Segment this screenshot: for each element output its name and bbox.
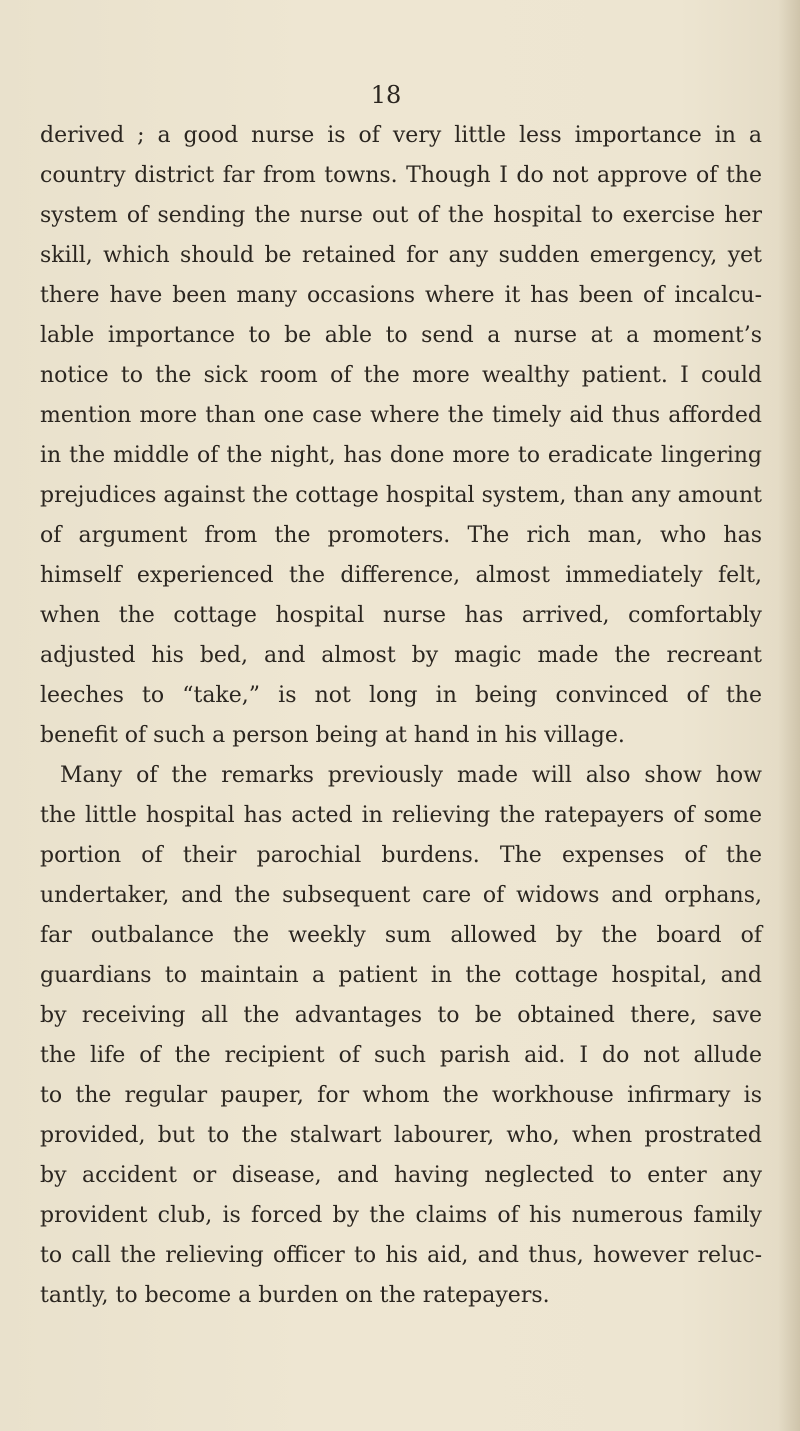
page-number: 18	[370, 81, 402, 109]
text-line: Many of the remarks previously made will also show how	[60, 763, 762, 788]
text-line: adjusted his bed, and almost by magic made the recreant	[40, 643, 762, 668]
text-line: skill, which should be retained for any sudden emergency, yet	[40, 243, 762, 268]
text-line: in the middle of the night, has done more to eradicate lingering	[40, 443, 762, 468]
text-line: to call the relieving officer to his aid, and thus, however reluc-	[40, 1243, 762, 1268]
text-line: there have been many occasions where it has been of incalcu-	[40, 283, 762, 308]
text-line: by accident or disease, and having neglected to enter any	[40, 1163, 762, 1188]
page-edge-shadow	[778, 0, 800, 1431]
text-line: the life of the recipient of such parish aid. I do not allude	[40, 1043, 762, 1068]
paragraph	[40, 756, 762, 1316]
text-line: mention more than one case where the timely aid thus afforded	[40, 403, 762, 428]
text-line: by receiving all the advantages to be obtained there, save	[40, 1003, 762, 1028]
text-line: when the cottage hospital nurse has arrived, comfortably	[40, 603, 762, 628]
text-line: benefit of such a person being at hand in his village.	[40, 723, 625, 748]
text-line: the little hospital has acted in relieving the ratepayers of some	[40, 803, 762, 828]
text-line: of argument from the promoters. The rich man, who has	[40, 523, 762, 548]
text-line: himself experienced the difference, almost immediately felt,	[40, 563, 762, 588]
text-line: derived ; a good nurse is of very little less importance in a	[40, 123, 762, 148]
body-text	[40, 116, 762, 1316]
text-line: portion of their parochial burdens. The expenses of the	[40, 843, 762, 868]
text-line: leeches to “take,” is not long in being convinced of the	[40, 683, 762, 708]
text-line: far outbalance the weekly sum allowed by the board of	[40, 923, 762, 948]
text-line: guardians to maintain a patient in the cottage hospital, and	[40, 963, 762, 988]
text-line: notice to the sick room of the more wealthy patient. I could	[40, 363, 762, 388]
text-line: country district far from towns. Though I do not approve of the	[40, 163, 762, 188]
text-line: lable importance to be able to send a nurse at a moment’s	[40, 323, 762, 348]
text-line: undertaker, and the subsequent care of widows and orphans,	[40, 883, 762, 908]
text-line: prejudices against the cottage hospital system, than any amount	[40, 483, 762, 508]
text-line: system of sending the nurse out of the hospital to exercise her	[40, 203, 762, 228]
paragraph	[40, 116, 762, 756]
text-line: provident club, is forced by the claims of his numerous family	[40, 1203, 762, 1228]
text-line: provided, but to the stalwart labourer, who, when prostrated	[40, 1123, 762, 1148]
text-line: tantly, to become a burden on the ratepayers.	[40, 1283, 550, 1308]
text-line: to the regular pauper, for whom the workhouse infirmary is	[40, 1083, 762, 1108]
